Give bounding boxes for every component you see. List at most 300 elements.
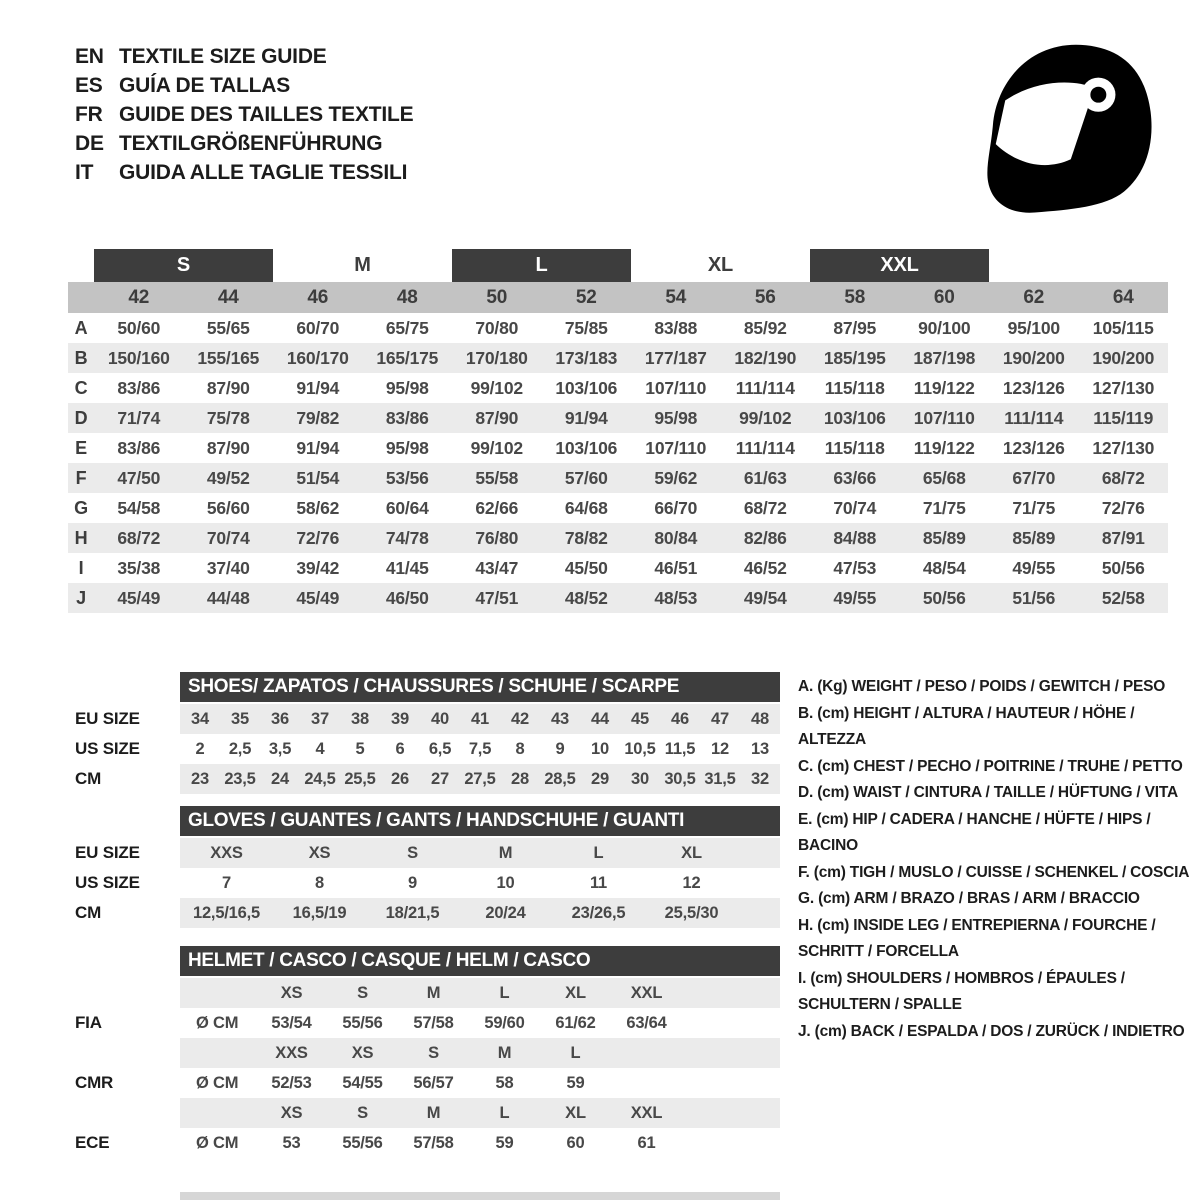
gloves-row-label: EU SIZE bbox=[75, 843, 140, 862]
size-value: 190/200 bbox=[1092, 347, 1155, 368]
guide-title: TEXTILGRÖßENFÜHRUNG bbox=[119, 131, 383, 155]
shoes-value: 41 bbox=[471, 709, 489, 728]
size-value: 155/165 bbox=[197, 347, 260, 368]
size-group-l: L bbox=[452, 249, 631, 282]
guide-title: GUIDE DES TAILLES TEXTILE bbox=[119, 102, 414, 126]
size-value: 187/198 bbox=[913, 347, 976, 368]
table-row bbox=[68, 433, 1168, 463]
size-value: 115/118 bbox=[824, 377, 885, 398]
gloves-values bbox=[180, 838, 780, 868]
helmet-size-label: XS bbox=[280, 983, 303, 1002]
helmet-sizes bbox=[180, 978, 780, 1008]
size-value: 55/58 bbox=[475, 467, 519, 488]
size-value: 123/126 bbox=[1002, 437, 1065, 458]
size-value: 65/68 bbox=[922, 467, 966, 488]
helmet-value: 61 bbox=[637, 1133, 656, 1152]
helmet-size-label: XL bbox=[565, 1103, 586, 1122]
gloves-row-label: US SIZE bbox=[75, 873, 140, 892]
size-value: 74/78 bbox=[385, 527, 429, 548]
diameter-unit-label: Ø CM bbox=[196, 1073, 239, 1092]
size-value: 79/82 bbox=[296, 407, 340, 428]
shoes-value: 4 bbox=[315, 739, 325, 758]
table-row bbox=[68, 583, 1168, 613]
size-value: 91/94 bbox=[296, 437, 340, 458]
shoes-values bbox=[180, 764, 780, 794]
helmet-value bbox=[611, 1068, 682, 1098]
helmet-value: 55/56 bbox=[342, 1013, 383, 1032]
shoes-grid bbox=[180, 704, 780, 734]
helmet-size-label: S bbox=[357, 983, 368, 1002]
spacer bbox=[75, 1038, 180, 1068]
guide-title: TEXTILE SIZE GUIDE bbox=[119, 44, 327, 68]
gloves-values bbox=[180, 898, 780, 928]
language-code: EN bbox=[75, 44, 104, 68]
size-column-header: 42 bbox=[128, 286, 150, 308]
size-value: 170/180 bbox=[465, 347, 528, 368]
size-value: 57/60 bbox=[564, 467, 608, 488]
helmet-size-row bbox=[75, 978, 785, 1008]
helmet-value: 58 bbox=[495, 1073, 514, 1092]
accessory-size-tables bbox=[75, 672, 785, 1158]
size-value: 123/126 bbox=[1002, 377, 1065, 398]
language-code: DE bbox=[75, 131, 104, 155]
size-value: 68/72 bbox=[117, 527, 161, 548]
gloves-value: 9 bbox=[408, 873, 417, 892]
size-group-xl: XL bbox=[707, 254, 734, 276]
shoes-size-table bbox=[75, 672, 785, 794]
helmet-values bbox=[180, 1128, 780, 1158]
row-label: B bbox=[74, 347, 88, 368]
gloves-value: 23/26,5 bbox=[571, 903, 626, 922]
helmet-size-label: L bbox=[499, 983, 510, 1002]
language-code: ES bbox=[75, 73, 103, 97]
helmet-value: 59 bbox=[495, 1133, 514, 1152]
helmet-size-label: XS bbox=[351, 1043, 374, 1062]
helmet-size-label: XXL bbox=[630, 1103, 663, 1122]
row-label: F bbox=[75, 467, 87, 488]
row-label: E bbox=[75, 437, 87, 458]
size-column-header: 62 bbox=[1023, 286, 1045, 308]
size-value: 95/98 bbox=[385, 377, 429, 398]
measurement-legend bbox=[798, 674, 1190, 1045]
size-value: 103/106 bbox=[555, 437, 618, 458]
size-value: 63/66 bbox=[833, 467, 877, 488]
gloves-grid bbox=[180, 868, 780, 898]
size-value: 64/68 bbox=[564, 497, 608, 518]
language-code: IT bbox=[75, 160, 94, 184]
shoes-value: 12 bbox=[711, 739, 729, 758]
size-value: 78/82 bbox=[564, 527, 608, 548]
shoes-value: 25,5 bbox=[344, 769, 376, 788]
size-group-m: M bbox=[354, 254, 371, 276]
size-value: 46/50 bbox=[385, 587, 429, 608]
size-value: 83/88 bbox=[654, 317, 698, 338]
size-value: 85/89 bbox=[1012, 527, 1056, 548]
size-value: 190/200 bbox=[1002, 347, 1065, 368]
helmet-value: 61/62 bbox=[555, 1013, 596, 1032]
shoes-grid bbox=[180, 734, 780, 764]
size-value: 48/52 bbox=[564, 587, 608, 608]
size-column-header: 58 bbox=[844, 286, 866, 308]
shoes-value: 10 bbox=[591, 739, 609, 758]
helmet-size-label: XS bbox=[280, 1103, 303, 1122]
gloves-value: 7 bbox=[222, 873, 231, 892]
size-value: 83/86 bbox=[385, 407, 429, 428]
size-value: 177/187 bbox=[644, 347, 707, 368]
shoes-value: 28,5 bbox=[544, 769, 576, 788]
size-value: 107/110 bbox=[913, 407, 975, 428]
standard-label: CMR bbox=[75, 1073, 114, 1092]
shoes-value: 43 bbox=[551, 709, 569, 728]
size-value: 71/74 bbox=[117, 407, 161, 428]
helmet-sizes bbox=[180, 1038, 780, 1068]
legend-item: F. (cm) TIGH / MUSLO / CUISSE / SCHENKEL / COSCIA bbox=[798, 863, 1190, 881]
size-column-header: 48 bbox=[396, 286, 418, 308]
language-code: FR bbox=[75, 102, 103, 126]
legend-item: I. (cm) SHOULDERS / HOMBROS / ÉPAULES / SCHULTERN / SPALLE bbox=[798, 969, 1125, 1013]
size-value: 165/175 bbox=[376, 347, 439, 368]
size-value: 127/130 bbox=[1092, 377, 1155, 398]
size-value: 185/195 bbox=[823, 347, 886, 368]
size-value: 111/114 bbox=[735, 377, 795, 398]
measurement-rows bbox=[68, 313, 1168, 613]
size-value: 45/49 bbox=[296, 587, 340, 608]
size-value: 75/85 bbox=[564, 317, 608, 338]
row-label: I bbox=[78, 557, 84, 578]
shoes-value: 27 bbox=[431, 769, 449, 788]
shoes-value: 24,5 bbox=[304, 769, 336, 788]
shoes-row-label: CM bbox=[75, 769, 102, 788]
gloves-value: XS bbox=[308, 843, 331, 862]
size-value: 83/86 bbox=[117, 437, 161, 458]
language-row bbox=[75, 129, 413, 158]
gloves-value: 18/21,5 bbox=[385, 903, 440, 922]
spacer bbox=[180, 978, 256, 1008]
textile-size-table bbox=[68, 249, 1168, 613]
shoes-value: 2 bbox=[195, 739, 205, 758]
standard-label: ECE bbox=[75, 1133, 110, 1152]
helmet-value-row bbox=[75, 1128, 785, 1158]
size-value: 59/62 bbox=[654, 467, 698, 488]
gloves-value: 8 bbox=[315, 873, 324, 892]
size-value: 85/89 bbox=[922, 527, 966, 548]
size-column-header: 46 bbox=[307, 286, 329, 308]
size-column-header: 64 bbox=[1112, 286, 1134, 308]
gloves-row bbox=[75, 898, 785, 928]
spacer bbox=[75, 672, 180, 702]
gloves-value: XXS bbox=[210, 843, 243, 862]
helmet-value: 60 bbox=[566, 1133, 585, 1152]
helmet-size-grid bbox=[180, 1038, 780, 1068]
shoes-row-label: US SIZE bbox=[75, 739, 140, 758]
gloves-row bbox=[75, 838, 785, 868]
gloves-value: 10 bbox=[496, 873, 515, 892]
gloves-table-title: GLOVES / GUANTES / GANTS / HANDSCHUHE / GUANTI bbox=[180, 806, 780, 836]
size-value: 99/102 bbox=[739, 407, 792, 428]
legend-item: C. (cm) CHEST / PECHO / POITRINE / TRUHE / PETTO bbox=[798, 757, 1183, 775]
shoes-value: 31,5 bbox=[704, 769, 736, 788]
shoes-value: 39 bbox=[391, 709, 409, 728]
size-value: 107/110 bbox=[645, 377, 707, 398]
size-value: 182/190 bbox=[734, 347, 797, 368]
shoes-row bbox=[75, 764, 785, 794]
legend-item: J. (cm) BACK / ESPALDA / DOS / ZURÜCK / INDIETRO bbox=[798, 1022, 1185, 1040]
shoes-value: 37 bbox=[311, 709, 329, 728]
shoes-row bbox=[75, 734, 785, 764]
size-value: 72/76 bbox=[296, 527, 340, 548]
table-row bbox=[68, 523, 1168, 553]
language-row bbox=[75, 158, 413, 187]
shoes-values bbox=[180, 704, 780, 734]
row-label: J bbox=[76, 587, 86, 608]
size-value: 76/80 bbox=[475, 527, 519, 548]
size-value: 51/56 bbox=[1012, 587, 1056, 608]
size-value: 85/92 bbox=[743, 317, 787, 338]
size-group-s: S bbox=[94, 249, 273, 282]
diameter-unit-label: Ø CM bbox=[196, 1133, 239, 1152]
spacer bbox=[75, 806, 180, 836]
shoes-row-label: EU SIZE bbox=[75, 709, 140, 728]
size-value: 80/84 bbox=[654, 527, 698, 548]
size-value: 70/74 bbox=[206, 527, 250, 548]
helmet-value: 59/60 bbox=[484, 1013, 525, 1032]
size-value: 99/102 bbox=[470, 437, 523, 458]
size-value: 49/54 bbox=[743, 587, 787, 608]
table-row bbox=[68, 463, 1168, 493]
helmet-size-grid bbox=[180, 978, 780, 1008]
size-value: 68/72 bbox=[743, 497, 787, 518]
row-label: A bbox=[74, 317, 88, 338]
size-value: 43/47 bbox=[475, 557, 519, 578]
size-value: 66/70 bbox=[654, 497, 698, 518]
size-value: 160/170 bbox=[286, 347, 349, 368]
row-label: G bbox=[74, 497, 88, 518]
shoes-value: 5 bbox=[355, 739, 365, 758]
size-value: 103/106 bbox=[555, 377, 618, 398]
legend-item: D. (cm) WAIST / CINTURA / TAILLE / HÜFTUNG / VITA bbox=[798, 784, 1178, 801]
size-value: 47/51 bbox=[475, 587, 519, 608]
shoes-value: 11,5 bbox=[664, 739, 696, 758]
size-value: 84/88 bbox=[833, 527, 877, 548]
size-value: 105/115 bbox=[1092, 317, 1154, 338]
helmet-value: 53/54 bbox=[271, 1013, 312, 1032]
size-value: 50/56 bbox=[1101, 557, 1145, 578]
size-value: 95/98 bbox=[654, 407, 698, 428]
helmet-size-label bbox=[611, 1038, 682, 1068]
helmet-sizes bbox=[180, 1098, 780, 1128]
shoes-value: 28 bbox=[511, 769, 529, 788]
helmet-value-row bbox=[75, 1008, 785, 1038]
helmet-size-label: XL bbox=[565, 983, 586, 1002]
shoes-value: 3,5 bbox=[268, 739, 292, 758]
helmet-value-row bbox=[75, 1068, 785, 1098]
helmet-value: 56/57 bbox=[413, 1073, 454, 1092]
size-value: 173/183 bbox=[555, 347, 618, 368]
legend-item: B. (cm) HEIGHT / ALTURA / HAUTEUR / HÖHE / ALTEZZA bbox=[798, 704, 1135, 748]
size-column-header: 54 bbox=[665, 286, 687, 308]
gloves-value: 16,5/19 bbox=[292, 903, 347, 922]
language-title-list bbox=[75, 42, 413, 187]
size-value: 47/53 bbox=[833, 557, 877, 578]
cropped-next-row-edge bbox=[180, 1192, 780, 1200]
gloves-title-row bbox=[75, 806, 785, 836]
shoes-value: 30,5 bbox=[664, 769, 696, 788]
guide-title: GUIDA ALLE TAGLIE TESSILI bbox=[119, 160, 408, 184]
gloves-value: 11 bbox=[589, 873, 608, 892]
size-value: 83/86 bbox=[117, 377, 161, 398]
size-value: 82/86 bbox=[743, 527, 787, 548]
size-value: 55/65 bbox=[206, 317, 250, 338]
shoes-value: 30 bbox=[631, 769, 649, 788]
diameter-unit-label: Ø CM bbox=[196, 1013, 239, 1032]
size-column-header: 52 bbox=[575, 286, 597, 308]
language-row bbox=[75, 100, 413, 129]
size-value: 87/90 bbox=[475, 407, 519, 428]
shoes-value: 32 bbox=[751, 769, 769, 788]
language-row bbox=[75, 71, 413, 100]
size-value: 67/70 bbox=[1012, 467, 1056, 488]
size-value: 41/45 bbox=[385, 557, 429, 578]
spacer bbox=[180, 1098, 256, 1128]
shoes-value: 36 bbox=[271, 709, 289, 728]
helmet-size-label: L bbox=[499, 1103, 510, 1122]
helmet-value: 54/55 bbox=[342, 1073, 383, 1092]
size-value: 103/106 bbox=[823, 407, 886, 428]
gloves-value: XL bbox=[681, 843, 702, 862]
helmet-value: 57/58 bbox=[413, 1133, 454, 1152]
size-value: 45/49 bbox=[117, 587, 161, 608]
shoes-table-title: SHOES/ ZAPATOS / CHAUSSURES / SCHUHE / SCARPE bbox=[180, 672, 780, 702]
size-value: 61/63 bbox=[743, 467, 787, 488]
size-value: 53/56 bbox=[385, 467, 429, 488]
helmet-value: 52/53 bbox=[271, 1073, 312, 1092]
shoes-value: 42 bbox=[511, 709, 529, 728]
helmet-value: 57/58 bbox=[413, 1013, 454, 1032]
size-value: 95/98 bbox=[385, 437, 429, 458]
shoes-value: 6,5 bbox=[428, 739, 452, 758]
gloves-value: 20/24 bbox=[485, 903, 526, 922]
size-value: 39/42 bbox=[296, 557, 340, 578]
shoes-value: 35 bbox=[231, 709, 249, 728]
helmet-size-grid bbox=[180, 1098, 780, 1128]
size-value: 91/94 bbox=[296, 377, 340, 398]
shoes-value: 13 bbox=[751, 739, 769, 758]
helmet-table-title: HELMET / CASCO / CASQUE / HELM / CASCO bbox=[180, 946, 780, 976]
gloves-size-table bbox=[75, 806, 785, 928]
shoes-value: 44 bbox=[591, 709, 609, 728]
row-label: C bbox=[74, 377, 88, 398]
helmet-size-label: M bbox=[426, 1103, 441, 1122]
shoes-value: 6 bbox=[395, 739, 405, 758]
size-value: 71/75 bbox=[922, 497, 966, 518]
size-value: 70/74 bbox=[833, 497, 877, 518]
helmet-values bbox=[180, 1008, 780, 1038]
gloves-row bbox=[75, 868, 785, 898]
size-value: 52/58 bbox=[1101, 587, 1145, 608]
helmet-size-label: L bbox=[570, 1043, 581, 1062]
row-label: H bbox=[74, 527, 88, 548]
size-value: 68/72 bbox=[1101, 467, 1145, 488]
spacer bbox=[180, 1038, 256, 1068]
gloves-value: 12 bbox=[682, 873, 701, 892]
table-row bbox=[68, 373, 1168, 403]
shoes-value: 26 bbox=[391, 769, 409, 788]
size-value: 115/119 bbox=[1093, 407, 1154, 428]
helmet-value-grid bbox=[180, 1008, 780, 1038]
shoes-value: 23,5 bbox=[224, 769, 256, 788]
size-column-header: 50 bbox=[486, 286, 508, 308]
shoes-value: 47 bbox=[711, 709, 729, 728]
shoes-value: 46 bbox=[671, 709, 689, 728]
helmet-value-grid bbox=[180, 1068, 780, 1098]
size-value: 50/56 bbox=[922, 587, 966, 608]
size-value: 60/70 bbox=[296, 317, 340, 338]
size-value: 99/102 bbox=[470, 377, 523, 398]
size-value: 37/40 bbox=[206, 557, 250, 578]
size-value: 54/58 bbox=[117, 497, 161, 518]
standard-label: FIA bbox=[75, 1013, 102, 1032]
size-value: 150/160 bbox=[107, 347, 170, 368]
size-value: 75/78 bbox=[206, 407, 250, 428]
helmet-size-label: M bbox=[497, 1043, 512, 1062]
gloves-value: 25,5/30 bbox=[664, 903, 719, 922]
size-value: 111/114 bbox=[1004, 407, 1064, 428]
shoes-value: 48 bbox=[751, 709, 769, 728]
helmet-size-row bbox=[75, 1038, 785, 1068]
shoes-value: 24 bbox=[271, 769, 289, 788]
size-value: 58/62 bbox=[296, 497, 340, 518]
spacer bbox=[75, 978, 180, 1008]
gloves-value: M bbox=[498, 843, 513, 862]
size-value: 49/55 bbox=[833, 587, 877, 608]
size-value: 50/60 bbox=[117, 317, 161, 338]
size-value: 56/60 bbox=[206, 497, 250, 518]
shoes-grid bbox=[180, 764, 780, 794]
table-row bbox=[68, 403, 1168, 433]
size-value: 51/54 bbox=[296, 467, 340, 488]
size-column-header: 56 bbox=[754, 286, 776, 308]
shoes-value: 2,5 bbox=[228, 739, 252, 758]
size-value: 70/80 bbox=[475, 317, 519, 338]
size-value: 47/50 bbox=[117, 467, 161, 488]
size-group-xxl: XXL bbox=[810, 249, 989, 282]
table-row bbox=[68, 313, 1168, 343]
gloves-value: 12,5/16,5 bbox=[192, 903, 260, 922]
shoes-value: 7,5 bbox=[468, 739, 492, 758]
shoes-title-row bbox=[75, 672, 785, 702]
size-group-header-row bbox=[68, 249, 1168, 282]
helmet-value: 63/64 bbox=[626, 1013, 667, 1032]
gloves-value: L bbox=[593, 843, 604, 862]
guide-title: GUÍA DE TALLAS bbox=[119, 73, 291, 97]
spacer bbox=[75, 946, 180, 976]
shoes-value: 34 bbox=[191, 709, 209, 728]
helmet-size-row bbox=[75, 1098, 785, 1128]
size-value: 49/55 bbox=[1012, 557, 1056, 578]
size-value: 48/54 bbox=[922, 557, 966, 578]
spacer bbox=[75, 1098, 180, 1128]
racing-helmet-icon bbox=[972, 32, 1162, 222]
table-row bbox=[68, 493, 1168, 523]
size-value: 107/110 bbox=[645, 437, 707, 458]
shoes-value: 29 bbox=[591, 769, 609, 788]
helmet-title-row bbox=[75, 946, 785, 976]
shoes-value: 38 bbox=[351, 709, 369, 728]
size-value: 62/66 bbox=[475, 497, 519, 518]
row-label-spacer bbox=[68, 282, 94, 313]
gloves-value: S bbox=[407, 843, 418, 862]
size-value: 71/75 bbox=[1012, 497, 1056, 518]
